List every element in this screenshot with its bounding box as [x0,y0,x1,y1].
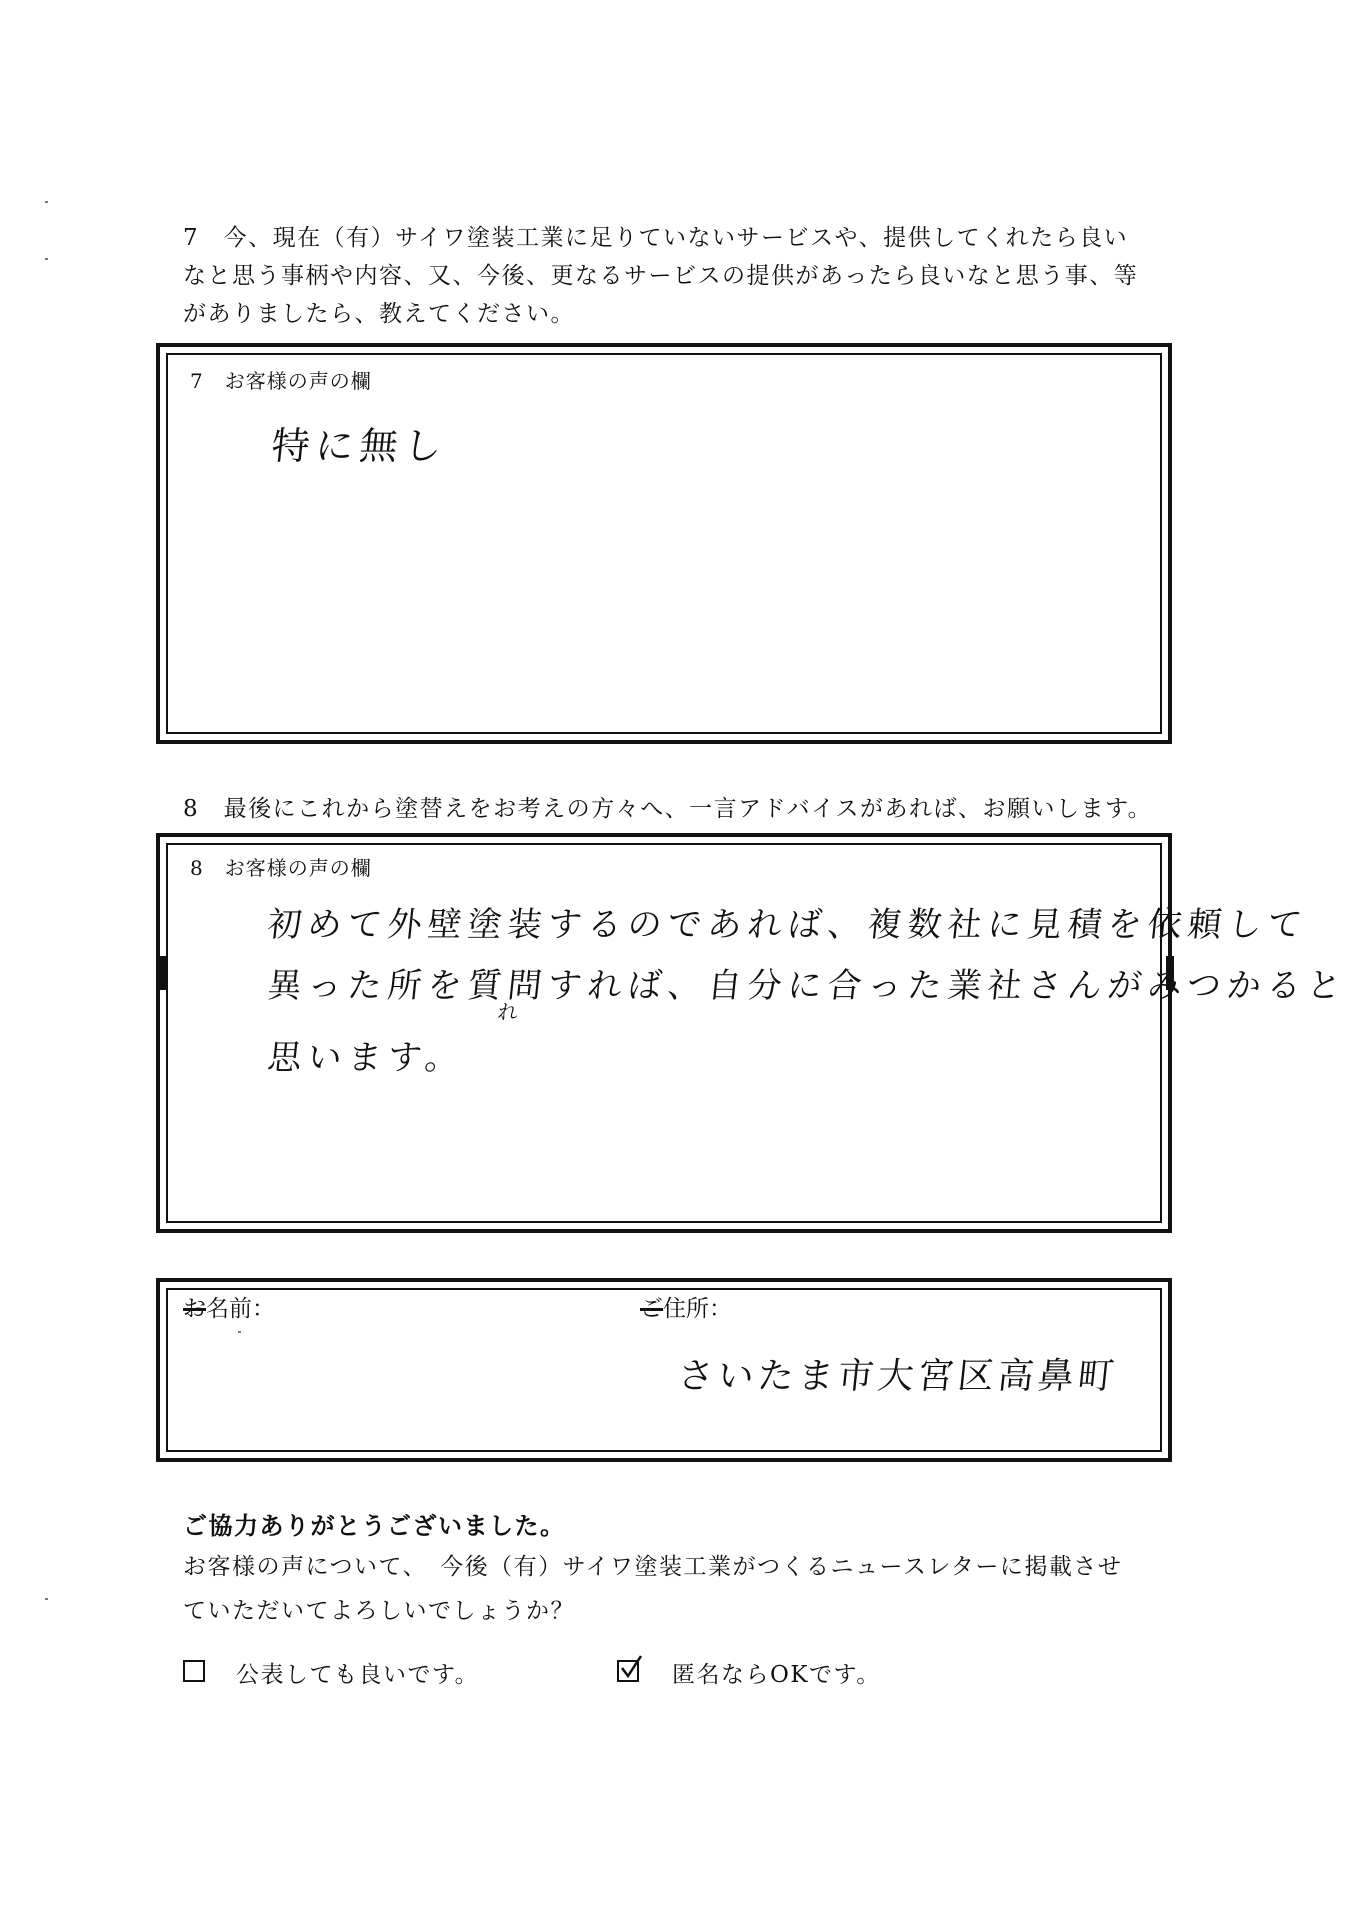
address-handwriting: さいたま市大宮区高鼻町 [675,1356,1120,1397]
answer-8-handwriting-line-3: 思います。 [265,1038,468,1078]
left-edge-mark [160,956,168,990]
name-struck-prefix: お [183,1296,206,1322]
name-field [183,1290,275,1323]
thanks-title: ご協力ありがとうございました。 [183,1511,566,1540]
answer-box-7 [156,343,1172,744]
margin-speck-2 [45,258,48,260]
anonymous-ok-checkbox[interactable] [617,1660,639,1682]
answer-box-8-label: 8 お客様の声の欄 [190,856,372,880]
consent-question-line-1: お客様の声について、 今後（有）サイワ塗装工業がつくるニュースレターに掲載させ [183,1554,1123,1580]
question-7-line-3: がありましたら、教えてください。 [183,301,575,327]
question-7-line-2: なと思う事柄や内容、又、今後、更なるサービスの提供があったら良いなと思う事、等 [183,263,1139,289]
answer-7-handwriting: 特に無し [269,424,450,468]
margin-speck-3 [45,1598,48,1600]
answer-8-handwriting-line-1: 初めて外壁塗装するのであれば、複数社に見積を依頼して [265,905,1310,945]
anonymous-ok-label: 匿名ならOKです。 [672,1662,881,1688]
question-7-line-1: 7 今、現在（有）サイワ塗装工業に足りていないサービスや、提供してくれたら良い [183,225,1129,251]
address-label: 住所： [663,1296,732,1322]
publish-ok-checkbox[interactable] [183,1660,205,1682]
address-struck-prefix: ご [640,1296,663,1322]
publish-ok-label: 公表しても良いです。 [236,1662,480,1688]
answer-box-7-label: 7 お客様の声の欄 [190,369,372,393]
address-field [640,1290,732,1323]
question-8-line: 8 最後にこれから塗替えをお考えの方々へ、一言アドバイスがあれば、お願いします。 [183,796,1153,822]
consent-question-line-2: ていただいてよろしいでしょうか？ [183,1598,575,1624]
answer-box-7-inner-border [166,353,1162,734]
question-8-text [183,790,1173,828]
answer-8-handwriting-line-2: 異った所を質問すれば、自分に合った業社さんがみつかると [265,966,1350,1006]
answer-8-insert-mark: れ [496,1000,526,1024]
name-label: 名前： [206,1296,275,1322]
question-7-text [183,219,1173,333]
margin-speck-1 [45,201,48,203]
scan-speck [238,1331,241,1333]
check-mark-icon [617,1654,647,1684]
